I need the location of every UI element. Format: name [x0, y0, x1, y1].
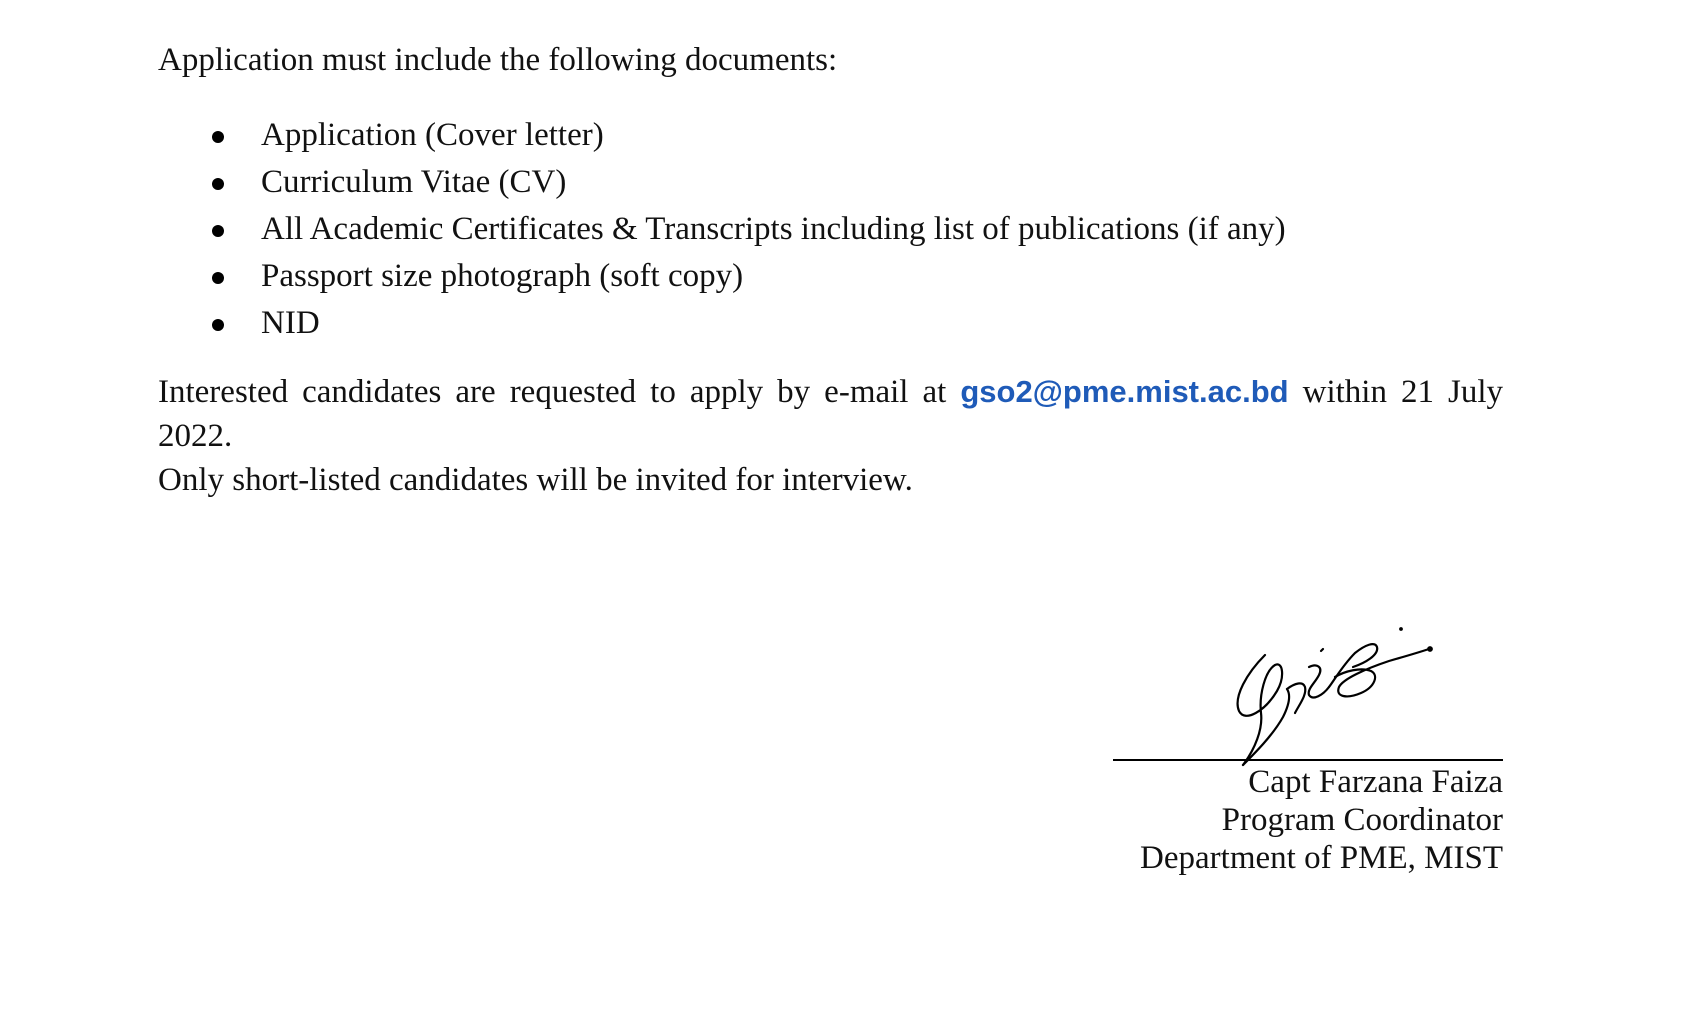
list-item-text: All Academic Certificates & Transcripts including list of publications (if any) — [261, 211, 1286, 247]
email-link[interactable]: gso2@pme.mist.ac.bd — [960, 374, 1289, 409]
list-item-text: Curriculum Vitae (CV) — [261, 164, 567, 200]
signature-line — [1113, 759, 1503, 761]
bullet-icon — [212, 131, 224, 143]
bullet-icon — [212, 225, 224, 237]
list-item-text: Application (Cover letter) — [261, 117, 604, 153]
apply-text-after: within 21 July 2022. — [158, 374, 1503, 454]
apply-text-before: Interested candidates are requested to apply by e-mail at — [158, 374, 947, 410]
bullet-icon — [212, 178, 224, 190]
bullet-icon — [212, 319, 224, 331]
apply-instructions — [158, 370, 1503, 458]
signatory-title: Program Coordinator — [1221, 802, 1503, 838]
signatory-block — [1140, 763, 1503, 877]
list-item-text: Passport size photograph (soft copy) — [261, 258, 744, 294]
signatory-name: Capt Farzana Faiza — [1248, 764, 1503, 800]
shortlist-note: Only short-listed candidates will be invited for interview. — [158, 462, 913, 498]
signatory-department: Department of PME, MIST — [1140, 840, 1503, 876]
signature-image — [1225, 625, 1445, 775]
list-item-text: NID — [261, 305, 320, 341]
intro-text: Application must include the following documents: — [158, 42, 838, 78]
bullet-icon — [212, 272, 224, 284]
